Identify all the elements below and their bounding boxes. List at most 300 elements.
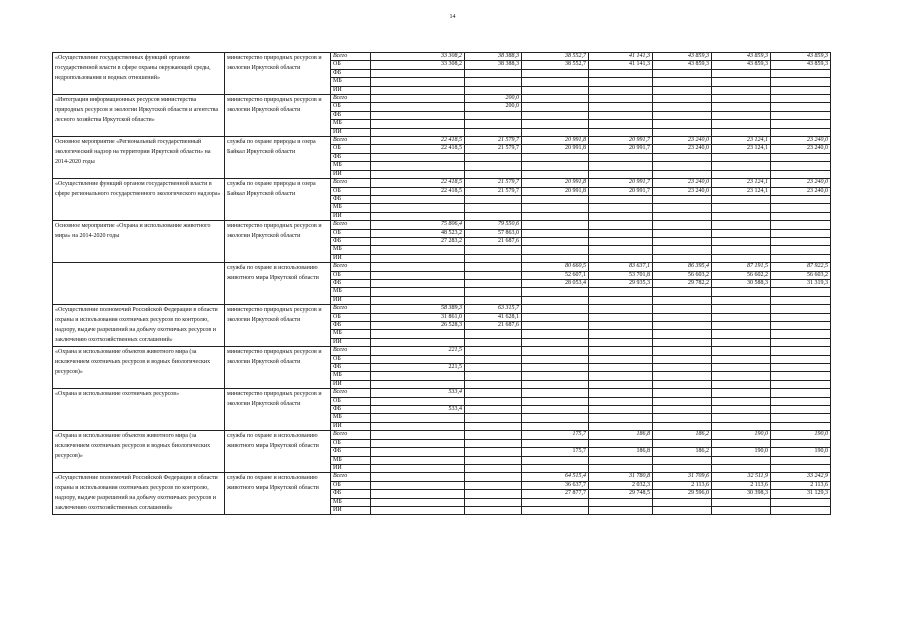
amount-cell bbox=[653, 372, 712, 380]
amount-cell bbox=[522, 254, 589, 262]
amount-cell bbox=[712, 204, 771, 212]
amount-cell bbox=[712, 128, 771, 136]
amount-cell bbox=[589, 288, 653, 296]
amount-cell: 221,5 bbox=[371, 347, 465, 355]
amount-cell bbox=[712, 103, 771, 111]
program-name-cell: «Осуществление полномочий Российской Федерации в области охраны и использования охотничьих ресурсов по контролю, надзору, выдаче разрешений на добычу охотничьих ресурсов и заключению охотхозяйственных соглашений» bbox=[53, 473, 225, 515]
amount-cell bbox=[522, 86, 589, 94]
amount-cell: 41 628,1 bbox=[465, 313, 522, 321]
funding-source-cell: МБ bbox=[331, 246, 371, 254]
amount-cell: 21 579,7 bbox=[465, 137, 522, 145]
table-row bbox=[53, 305, 831, 313]
amount-cell bbox=[522, 397, 589, 405]
amount-cell bbox=[371, 338, 465, 346]
amount-cell bbox=[371, 271, 465, 279]
amount-cell bbox=[371, 69, 465, 77]
amount-cell: 22 418,5 bbox=[371, 179, 465, 187]
amount-cell bbox=[712, 95, 771, 103]
amount-cell bbox=[465, 364, 522, 372]
funding-source-cell: ИИ bbox=[331, 506, 371, 514]
amount-cell bbox=[653, 69, 712, 77]
amount-cell bbox=[589, 305, 653, 313]
amount-cell bbox=[522, 170, 589, 178]
amount-cell bbox=[589, 296, 653, 304]
amount-cell bbox=[771, 288, 831, 296]
amount-cell: 2 113,6 bbox=[771, 481, 831, 489]
amount-cell bbox=[589, 397, 653, 405]
amount-cell bbox=[465, 69, 522, 77]
amount-cell: 43 859,3 bbox=[712, 61, 771, 69]
amount-cell bbox=[371, 128, 465, 136]
amount-cell: 56 603,2 bbox=[771, 271, 831, 279]
amount-cell bbox=[522, 498, 589, 506]
amount-cell bbox=[653, 506, 712, 514]
amount-cell bbox=[653, 389, 712, 397]
amount-cell bbox=[589, 78, 653, 86]
amount-cell bbox=[589, 162, 653, 170]
amount-cell bbox=[653, 296, 712, 304]
amount-cell bbox=[771, 347, 831, 355]
amount-cell bbox=[371, 162, 465, 170]
amount-cell: 23 124,1 bbox=[712, 137, 771, 145]
amount-cell: 30 588,3 bbox=[712, 279, 771, 287]
funding-source-cell: Всего bbox=[331, 389, 371, 397]
executor-cell: служба по охране и использованию животного мира Иркутской области bbox=[225, 473, 331, 515]
amount-cell bbox=[371, 103, 465, 111]
amount-cell bbox=[712, 246, 771, 254]
amount-cell bbox=[771, 111, 831, 119]
executor-cell: служба по охране и использованию животного мира Иркутской области bbox=[225, 263, 331, 305]
amount-cell: 33 242,9 bbox=[771, 473, 831, 481]
amount-cell bbox=[589, 254, 653, 262]
amount-cell: 83 637,1 bbox=[589, 263, 653, 271]
amount-cell bbox=[522, 111, 589, 119]
amount-cell bbox=[371, 448, 465, 456]
amount-cell bbox=[371, 372, 465, 380]
amount-cell: 21 579,7 bbox=[465, 145, 522, 153]
amount-cell bbox=[771, 305, 831, 313]
amount-cell bbox=[371, 296, 465, 304]
funding-source-cell: ИИ bbox=[331, 422, 371, 430]
amount-cell bbox=[653, 330, 712, 338]
amount-cell bbox=[589, 322, 653, 330]
amount-cell bbox=[771, 221, 831, 229]
amount-cell bbox=[465, 473, 522, 481]
amount-cell bbox=[589, 86, 653, 94]
amount-cell bbox=[771, 464, 831, 472]
amount-cell bbox=[771, 498, 831, 506]
amount-cell: 52 607,1 bbox=[522, 271, 589, 279]
funding-source-cell: ОБ bbox=[331, 61, 371, 69]
amount-cell: 23 240,0 bbox=[653, 137, 712, 145]
amount-cell bbox=[771, 229, 831, 237]
amount-cell bbox=[589, 506, 653, 514]
amount-cell bbox=[522, 380, 589, 388]
amount-cell: 21 579,7 bbox=[465, 187, 522, 195]
amount-cell bbox=[465, 162, 522, 170]
amount-cell: 29 748,5 bbox=[589, 490, 653, 498]
amount-cell: 33 308,2 bbox=[371, 53, 465, 61]
amount-cell bbox=[522, 406, 589, 414]
amount-cell bbox=[771, 313, 831, 321]
amount-cell bbox=[712, 439, 771, 447]
amount-cell bbox=[465, 330, 522, 338]
amount-cell bbox=[712, 296, 771, 304]
amount-cell: 27 877,7 bbox=[522, 490, 589, 498]
amount-cell bbox=[712, 212, 771, 220]
amount-cell bbox=[371, 355, 465, 363]
amount-cell bbox=[465, 380, 522, 388]
amount-cell: 20 991,8 bbox=[522, 187, 589, 195]
funding-source-cell: ОБ bbox=[331, 355, 371, 363]
amount-cell bbox=[589, 95, 653, 103]
amount-cell bbox=[589, 330, 653, 338]
amount-cell bbox=[371, 498, 465, 506]
funding-source-cell: Всего bbox=[331, 221, 371, 229]
amount-cell bbox=[712, 305, 771, 313]
amount-cell bbox=[712, 406, 771, 414]
amount-cell bbox=[712, 69, 771, 77]
amount-cell: 87 922,5 bbox=[771, 263, 831, 271]
amount-cell: 29 935,3 bbox=[589, 279, 653, 287]
amount-cell bbox=[371, 414, 465, 422]
amount-cell bbox=[465, 422, 522, 430]
amount-cell: 80 660,5 bbox=[522, 263, 589, 271]
amount-cell: 31 709,6 bbox=[653, 473, 712, 481]
amount-cell bbox=[522, 389, 589, 397]
funding-source-cell: ФБ bbox=[331, 237, 371, 245]
amount-cell: 30 398,3 bbox=[712, 490, 771, 498]
amount-cell bbox=[371, 431, 465, 439]
amount-cell: 20 991,8 bbox=[522, 179, 589, 187]
amount-cell bbox=[465, 389, 522, 397]
funding-source-cell: МБ bbox=[331, 456, 371, 464]
amount-cell bbox=[712, 422, 771, 430]
funding-source-cell: Всего bbox=[331, 263, 371, 271]
amount-cell bbox=[653, 322, 712, 330]
amount-cell: 23 240,0 bbox=[771, 179, 831, 187]
funding-source-cell: ФБ bbox=[331, 279, 371, 287]
amount-cell: 21 579,7 bbox=[465, 179, 522, 187]
amount-cell bbox=[653, 439, 712, 447]
amount-cell: 533,4 bbox=[371, 406, 465, 414]
funding-source-cell: ОБ bbox=[331, 481, 371, 489]
page-number: 14 bbox=[449, 14, 456, 20]
amount-cell bbox=[653, 355, 712, 363]
amount-cell bbox=[712, 78, 771, 86]
amount-cell bbox=[522, 237, 589, 245]
amount-cell bbox=[589, 69, 653, 77]
amount-cell: 23 240,0 bbox=[771, 145, 831, 153]
funding-source-cell: ОБ bbox=[331, 145, 371, 153]
amount-cell: 20 991,7 bbox=[589, 187, 653, 195]
amount-cell bbox=[589, 422, 653, 430]
amount-cell bbox=[465, 204, 522, 212]
amount-cell: 186,2 bbox=[653, 431, 712, 439]
amount-cell bbox=[465, 111, 522, 119]
funding-source-cell: МБ bbox=[331, 372, 371, 380]
amount-cell: 87 191,5 bbox=[712, 263, 771, 271]
amount-cell bbox=[771, 162, 831, 170]
amount-cell bbox=[589, 389, 653, 397]
amount-cell bbox=[589, 237, 653, 245]
funding-source-cell: ИИ bbox=[331, 380, 371, 388]
amount-cell: 190,0 bbox=[712, 431, 771, 439]
amount-cell: 23 124,1 bbox=[712, 179, 771, 187]
amount-cell: 23 124,1 bbox=[712, 187, 771, 195]
amount-cell bbox=[771, 456, 831, 464]
amount-cell bbox=[771, 439, 831, 447]
amount-cell bbox=[771, 380, 831, 388]
amount-cell bbox=[771, 422, 831, 430]
amount-cell bbox=[589, 439, 653, 447]
amount-cell: 186,8 bbox=[589, 431, 653, 439]
amount-cell: 20 991,8 bbox=[522, 145, 589, 153]
program-name-cell: «Осуществление государственных функций органом государственной власти в сфере охраны окружающей среды, недропользования и водных отношений» bbox=[53, 53, 225, 95]
amount-cell bbox=[771, 355, 831, 363]
amount-cell bbox=[653, 162, 712, 170]
amount-cell: 38 552,7 bbox=[522, 61, 589, 69]
amount-cell bbox=[522, 330, 589, 338]
amount-cell: 33 308,2 bbox=[371, 61, 465, 69]
amount-cell bbox=[653, 103, 712, 111]
amount-cell bbox=[522, 414, 589, 422]
amount-cell bbox=[522, 128, 589, 136]
amount-cell: 48 523,2 bbox=[371, 229, 465, 237]
amount-cell: 23 240,0 bbox=[653, 179, 712, 187]
amount-cell bbox=[771, 246, 831, 254]
amount-cell: 38 388,3 bbox=[465, 53, 522, 61]
amount-cell bbox=[589, 195, 653, 203]
amount-cell bbox=[371, 481, 465, 489]
amount-cell bbox=[771, 414, 831, 422]
amount-cell bbox=[522, 322, 589, 330]
amount-cell bbox=[653, 313, 712, 321]
amount-cell bbox=[522, 506, 589, 514]
funding-source-cell: Всего bbox=[331, 137, 371, 145]
amount-cell bbox=[371, 439, 465, 447]
amount-cell bbox=[653, 229, 712, 237]
amount-cell: 79 550,6 bbox=[465, 221, 522, 229]
funding-source-cell: Всего bbox=[331, 53, 371, 61]
amount-cell bbox=[371, 111, 465, 119]
amount-cell bbox=[465, 338, 522, 346]
amount-cell bbox=[771, 120, 831, 128]
amount-cell bbox=[465, 490, 522, 498]
amount-cell bbox=[522, 246, 589, 254]
funding-source-cell: ФБ bbox=[331, 364, 371, 372]
funding-source-cell: ФБ bbox=[331, 448, 371, 456]
amount-cell bbox=[371, 464, 465, 472]
amount-cell: 2 113,6 bbox=[653, 481, 712, 489]
funding-source-cell: Всего bbox=[331, 431, 371, 439]
amount-cell: 175,7 bbox=[522, 431, 589, 439]
amount-cell bbox=[371, 473, 465, 481]
funding-source-cell: ИИ bbox=[331, 212, 371, 220]
amount-cell bbox=[589, 170, 653, 178]
amount-cell bbox=[465, 279, 522, 287]
amount-cell bbox=[589, 246, 653, 254]
funding-source-cell: ИИ bbox=[331, 254, 371, 262]
amount-cell: 20 991,8 bbox=[522, 137, 589, 145]
amount-cell bbox=[522, 221, 589, 229]
amount-cell: 28 053,4 bbox=[522, 279, 589, 287]
amount-cell bbox=[653, 86, 712, 94]
table-row bbox=[53, 179, 831, 187]
amount-cell bbox=[712, 347, 771, 355]
amount-cell bbox=[712, 86, 771, 94]
amount-cell: 2 032,3 bbox=[589, 481, 653, 489]
amount-cell bbox=[522, 153, 589, 161]
amount-cell: 200,0 bbox=[465, 103, 522, 111]
amount-cell: 41 141,3 bbox=[589, 53, 653, 61]
amount-cell bbox=[371, 330, 465, 338]
amount-cell bbox=[589, 221, 653, 229]
funding-source-cell: ИИ bbox=[331, 464, 371, 472]
amount-cell bbox=[522, 95, 589, 103]
amount-cell bbox=[465, 195, 522, 203]
amount-cell bbox=[371, 254, 465, 262]
program-name-cell: «Охрана и использование объектов животного мира (за исключением охотничьих ресурсов и водных биологических ресурсов)» bbox=[53, 347, 225, 389]
funding-source-cell: ОБ bbox=[331, 439, 371, 447]
table-row bbox=[53, 137, 831, 145]
executor-cell: служба по охране природы и озера Байкал Иркутской области bbox=[225, 137, 331, 179]
amount-cell bbox=[712, 254, 771, 262]
table-row bbox=[53, 263, 831, 271]
amount-cell bbox=[465, 246, 522, 254]
amount-cell bbox=[589, 338, 653, 346]
amount-cell bbox=[371, 456, 465, 464]
amount-cell bbox=[653, 364, 712, 372]
amount-cell bbox=[712, 498, 771, 506]
amount-cell: 221,5 bbox=[371, 364, 465, 372]
amount-cell bbox=[589, 464, 653, 472]
amount-cell bbox=[653, 422, 712, 430]
funding-source-cell: ИИ bbox=[331, 170, 371, 178]
amount-cell bbox=[589, 414, 653, 422]
funding-source-cell: МБ bbox=[331, 78, 371, 86]
program-name-cell: «Охрана и использование охотничьих ресурсов» bbox=[53, 389, 225, 431]
amount-cell bbox=[371, 380, 465, 388]
program-name-cell bbox=[53, 263, 225, 305]
amount-cell: 29 782,2 bbox=[653, 279, 712, 287]
amount-cell: 21 687,6 bbox=[465, 237, 522, 245]
amount-cell bbox=[653, 237, 712, 245]
amount-cell bbox=[465, 254, 522, 262]
amount-cell bbox=[465, 414, 522, 422]
amount-cell bbox=[522, 464, 589, 472]
amount-cell: 64 515,4 bbox=[522, 473, 589, 481]
amount-cell bbox=[589, 204, 653, 212]
executor-cell: министерство природных ресурсов и экологии Иркутской области bbox=[225, 221, 331, 263]
amount-cell: 175,7 bbox=[522, 448, 589, 456]
amount-cell: 63 315,7 bbox=[465, 305, 522, 313]
funding-source-cell: ИИ bbox=[331, 128, 371, 136]
table-row bbox=[53, 221, 831, 229]
amount-cell bbox=[465, 128, 522, 136]
program-name-cell: «Осуществление полномочий Российской Федерации в области охраны и использования охотничьих ресурсов по контролю, надзору, выдаче разрешений на добычу охотничьих ресурсов и заключению охотхозяйственных соглашений» bbox=[53, 305, 225, 347]
amount-cell bbox=[653, 128, 712, 136]
amount-cell bbox=[771, 397, 831, 405]
amount-cell bbox=[771, 78, 831, 86]
amount-cell bbox=[522, 313, 589, 321]
amount-cell bbox=[771, 389, 831, 397]
amount-cell: 23 240,0 bbox=[653, 145, 712, 153]
amount-cell bbox=[465, 288, 522, 296]
amount-cell bbox=[589, 498, 653, 506]
amount-cell: 186,8 bbox=[589, 448, 653, 456]
funding-source-cell: ОБ bbox=[331, 397, 371, 405]
amount-cell bbox=[653, 221, 712, 229]
amount-cell bbox=[522, 195, 589, 203]
amount-cell bbox=[522, 204, 589, 212]
amount-cell bbox=[465, 498, 522, 506]
amount-cell: 22 418,5 bbox=[371, 187, 465, 195]
amount-cell bbox=[712, 355, 771, 363]
amount-cell bbox=[712, 322, 771, 330]
amount-cell: 20 991,7 bbox=[589, 179, 653, 187]
amount-cell bbox=[465, 271, 522, 279]
amount-cell bbox=[522, 162, 589, 170]
amount-cell: 27 283,2 bbox=[371, 237, 465, 245]
amount-cell: 22 418,5 bbox=[371, 137, 465, 145]
amount-cell bbox=[771, 296, 831, 304]
amount-cell bbox=[522, 338, 589, 346]
amount-cell: 38 552,7 bbox=[522, 53, 589, 61]
amount-cell bbox=[712, 120, 771, 128]
amount-cell bbox=[465, 506, 522, 514]
amount-cell bbox=[771, 406, 831, 414]
amount-cell: 43 859,3 bbox=[712, 53, 771, 61]
funding-source-cell: ОБ bbox=[331, 187, 371, 195]
amount-cell: 43 859,3 bbox=[653, 53, 712, 61]
amount-cell: 56 603,2 bbox=[653, 271, 712, 279]
amount-cell bbox=[522, 78, 589, 86]
funding-source-cell: МБ bbox=[331, 498, 371, 506]
amount-cell bbox=[522, 372, 589, 380]
amount-cell bbox=[371, 288, 465, 296]
amount-cell bbox=[522, 296, 589, 304]
funding-source-cell: ФБ bbox=[331, 490, 371, 498]
amount-cell: 58 389,3 bbox=[371, 305, 465, 313]
amount-cell: 20 991,7 bbox=[589, 137, 653, 145]
funding-source-cell: МБ bbox=[331, 414, 371, 422]
funding-source-cell: ОБ bbox=[331, 229, 371, 237]
amount-cell bbox=[712, 111, 771, 119]
amount-cell bbox=[771, 372, 831, 380]
funding-source-cell: ОБ bbox=[331, 271, 371, 279]
amount-cell: 22 418,5 bbox=[371, 145, 465, 153]
amount-cell bbox=[771, 322, 831, 330]
amount-cell: 190,0 bbox=[771, 448, 831, 456]
funding-source-cell: Всего bbox=[331, 179, 371, 187]
amount-cell: 2 113,6 bbox=[712, 481, 771, 489]
amount-cell bbox=[589, 120, 653, 128]
amount-cell bbox=[371, 78, 465, 86]
amount-cell bbox=[771, 237, 831, 245]
amount-cell: 21 687,6 bbox=[465, 322, 522, 330]
program-name-cell: «Охрана и использование объектов животного мира (за исключением охотничьих ресурсов и водных биологических ресурсов)» bbox=[53, 431, 225, 473]
table-row bbox=[53, 53, 831, 61]
amount-cell: 32 511,9 bbox=[712, 473, 771, 481]
amount-cell bbox=[465, 372, 522, 380]
amount-cell bbox=[522, 120, 589, 128]
amount-cell: 20 991,7 bbox=[589, 145, 653, 153]
amount-cell bbox=[712, 506, 771, 514]
table-body bbox=[53, 53, 831, 515]
executor-cell: служба по охране природы и озера Байкал Иркутской области bbox=[225, 179, 331, 221]
executor-cell: министерство природных ресурсов и экологии Иркутской области bbox=[225, 389, 331, 431]
